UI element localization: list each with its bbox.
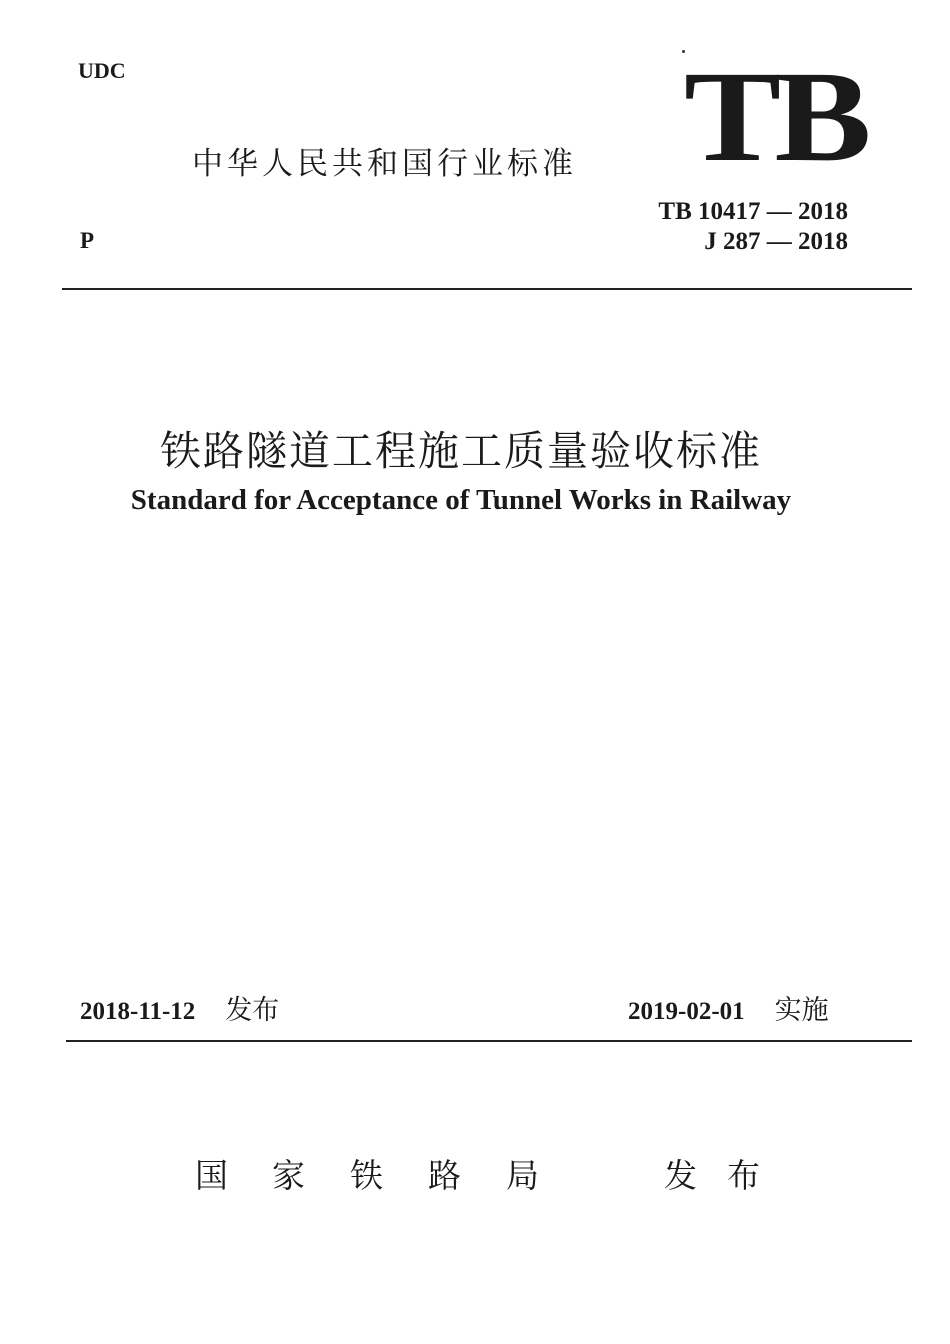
category-label: P bbox=[80, 228, 95, 253]
english-title: Standard for Acceptance of Tunnel Works in Railway bbox=[130, 484, 792, 516]
release-char: 布 bbox=[727, 1156, 760, 1195]
issue-word: 发布 bbox=[225, 995, 280, 1026]
authority-char: 局 bbox=[506, 1156, 539, 1195]
authority-char: 路 bbox=[428, 1156, 461, 1195]
udc-label: UDC bbox=[78, 58, 126, 83]
standard-code-j: J 287 — 2018 bbox=[704, 228, 848, 255]
standard-type-heading: 中华人民共和国行业标准 bbox=[192, 146, 577, 182]
bottom-divider bbox=[66, 1040, 912, 1042]
authority-char: 国 bbox=[195, 1156, 228, 1195]
implement-date: 2019-02-01 bbox=[628, 998, 745, 1025]
authority-char: 家 bbox=[272, 1156, 305, 1195]
implement-word: 实施 bbox=[774, 995, 829, 1026]
top-divider bbox=[62, 288, 912, 290]
issuing-authority bbox=[0, 1150, 950, 1194]
chinese-title: 铁路隧道工程施工质量验收标准 bbox=[160, 427, 762, 475]
tb-logo: TB bbox=[684, 45, 865, 189]
issue-date: 2018-11-12 bbox=[80, 998, 196, 1025]
standard-code-tb: TB 10417 — 2018 bbox=[658, 198, 848, 225]
issue-date-row bbox=[80, 988, 279, 1027]
implement-date-row bbox=[628, 988, 829, 1027]
release-char: 发 bbox=[664, 1156, 697, 1195]
authority-char: 铁 bbox=[350, 1156, 383, 1195]
